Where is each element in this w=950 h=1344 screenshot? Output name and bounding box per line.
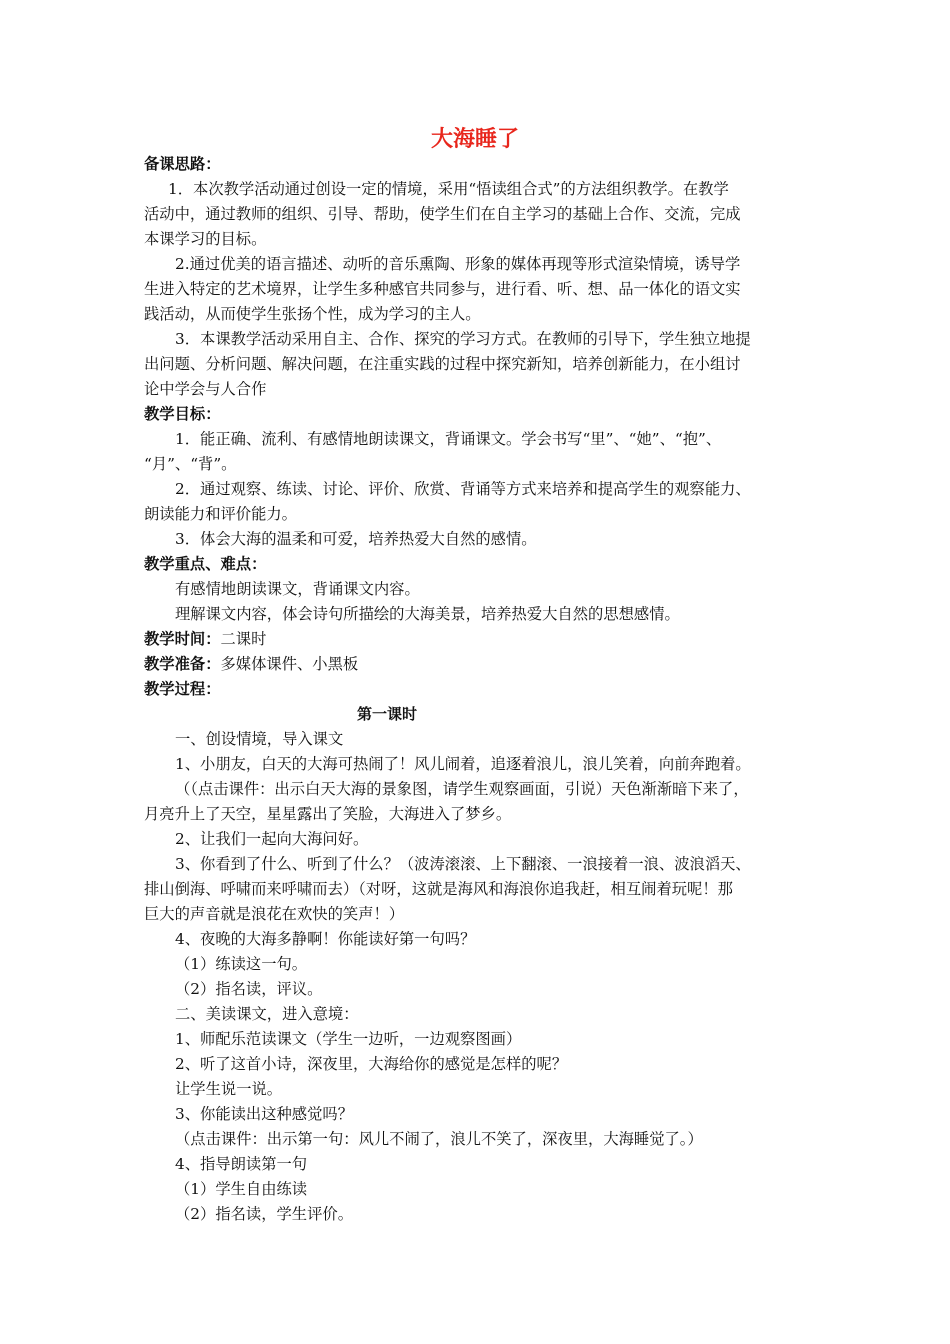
- paragraph-line: （（点击课件：出示白天大海的景象图，请学生观察画面，引说）天色渐渐暗下来了，: [175, 780, 749, 798]
- paragraph-line: （1）学生自由练读: [175, 1180, 308, 1198]
- paragraph-line: 生进入特定的艺术境界，让学生多种感官共同参与，进行看、听、想、品一体化的语文实: [144, 280, 741, 298]
- paragraph-line: 践活动，从而使学生张扬个性，成为学习的主人。: [144, 305, 481, 323]
- paragraph-line: 1、小朋友，白天的大海可热闹了！风儿闹着，追逐着浪儿，浪儿笑着，向前奔跑着。: [175, 755, 751, 773]
- paragraph-line: 4、指导朗读第一句: [175, 1155, 308, 1173]
- paragraph-line: 朗读能力和评价能力。: [144, 505, 297, 523]
- paragraph-line: 3、你看到了什么、听到了什么？（波涛滚滚、上下翻滚、一浪接着一浪、波浪滔天、: [175, 855, 751, 873]
- teaching-prep-value: 多媒体课件、小黑板: [220, 655, 359, 673]
- paragraph-line: 2．通过观察、练读、讨论、评价、欣赏、背诵等方式来培养和提高学生的观察能力、: [175, 480, 751, 498]
- paragraph-line: 活动中，通过教师的组织、引导、帮助，使学生们在自主学习的基础上合作、交流，完成: [144, 205, 741, 223]
- paragraph-line: 3、你能读出这种感觉吗？: [175, 1105, 353, 1123]
- paragraph-line: 3．体会大海的温柔和可爱，培养热爱大自然的感情。: [175, 530, 537, 548]
- paragraph-line: 3．本课教学活动采用自主、合作、探究的学习方式。在教师的引导下，学生独立地提: [175, 330, 751, 348]
- paragraph-line: 论中学会与人合作: [144, 380, 267, 398]
- teaching-prep-row: [144, 654, 358, 674]
- section-heading-objectives: 教学目标：: [144, 405, 221, 423]
- section-heading-prep-ideas: 备课思路：: [144, 155, 221, 173]
- paragraph-line: 巨大的声音就是浪花在欢快的笑声！）: [144, 905, 405, 923]
- teaching-prep-label: 教学准备：: [144, 655, 221, 673]
- teaching-time-row: [144, 629, 266, 649]
- paragraph-line: 2.通过优美的语言描述、动听的音乐熏陶、形象的媒体再现等形式渲染情境，诱导学: [175, 255, 741, 273]
- section-heading-process: 教学过程：: [144, 680, 221, 698]
- paragraph-line: 一、创设情境，导入课文: [175, 730, 344, 748]
- paragraph-line: “月”、“背”。: [144, 455, 237, 473]
- paragraph-line: （2）指名读，评议。: [175, 980, 323, 998]
- paragraph-line: 4、夜晚的大海多静啊！你能读好第一句吗？: [175, 930, 476, 948]
- paragraph-line: 1．本次教学活动通过创设一定的情境，采用“悟读组合式”的方法组织教学。在教学: [168, 180, 729, 198]
- teaching-time-label: 教学时间：: [144, 630, 221, 648]
- paragraph-line: （点击课件：出示第一句：风儿不闹了，浪儿不笑了，深夜里，大海睡觉了。）: [175, 1130, 703, 1148]
- paragraph-line: 让学生说一说。: [175, 1080, 283, 1098]
- paragraph-line: 二、美读课文，进入意境：: [175, 1005, 359, 1023]
- lesson-title: 第一课时: [356, 705, 417, 723]
- paragraph-line: 月亮升上了天空，星星露出了笑脸，大海进入了梦乡。: [144, 805, 512, 823]
- paragraph-line: 2、听了这首小诗，深夜里，大海给你的感觉是怎样的呢？: [175, 1055, 568, 1073]
- paragraph-line: 理解课文内容，体会诗句所描绘的大海美景，培养热爱大自然的思想感情。: [175, 605, 680, 623]
- paragraph-line: 1、师配乐范读课文（学生一边听，一边观察图画）: [175, 1030, 522, 1048]
- paragraph-line: 有感情地朗读课文，背诵课文内容。: [175, 580, 420, 598]
- paragraph-line: 本课学习的目标。: [144, 230, 267, 248]
- paragraph-line: 1．能正确、流利、有感情地朗读课文，背诵课文。学会书写“里”、“她”、“抱”、: [175, 430, 722, 448]
- paragraph-line: 出问题、分析问题、解决问题，在注重实践的过程中探究新知，培养创新能力，在小组讨: [144, 355, 741, 373]
- paragraph-line: 排山倒海、呼啸而来呼啸而去）（对呀，这就是海风和海浪你追我赶，相互闹着玩呢！那: [144, 880, 733, 898]
- paragraph-line: 2、让我们一起向大海问好。: [175, 830, 369, 848]
- teaching-time-value: 二课时: [220, 630, 267, 648]
- paragraph-line: （1）练读这一句。: [175, 955, 308, 973]
- section-heading-key-points: 教学重点、难点：: [144, 555, 267, 573]
- document-title: 大海睡了: [430, 127, 519, 152]
- paragraph-line: （2）指名读，学生评价。: [175, 1205, 353, 1223]
